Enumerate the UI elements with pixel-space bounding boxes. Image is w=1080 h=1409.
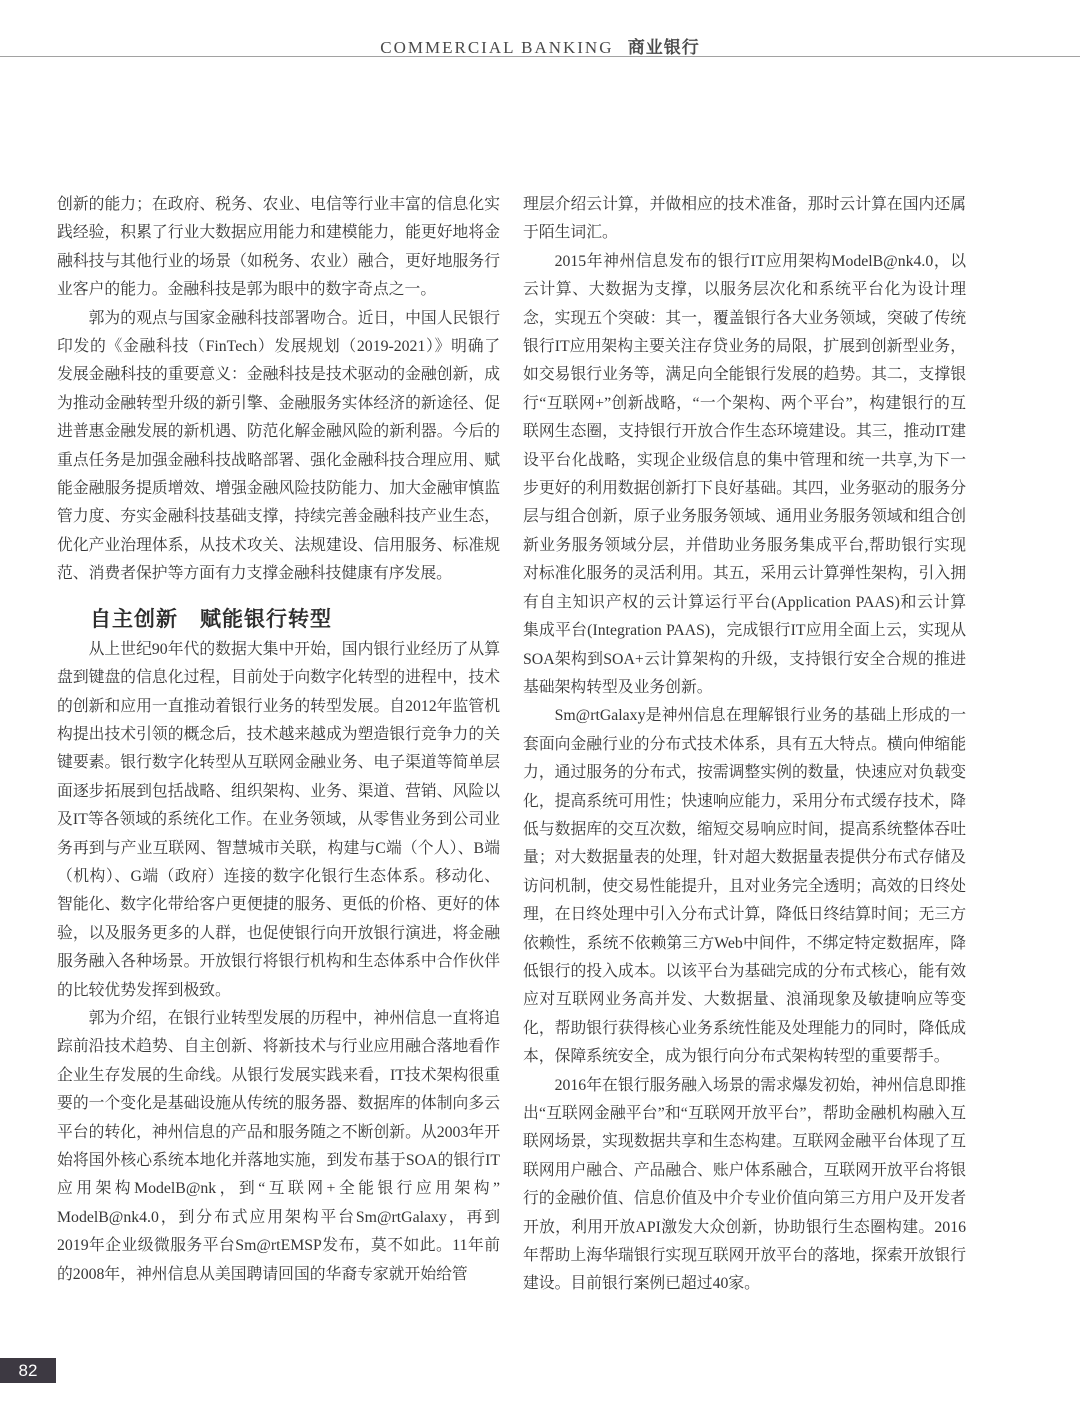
left-paragraph-2: 郭为的观点与国家金融科技部署吻合。近日，中国人民银行印发的《金融科技（FinTech）发展规划（2019-2021）》明确了发展金融科技的重要意义：金融科技是技术驱动的金融创新，成为推动金融转型升级的新引擎、金融服务实体经济的新途径、促进普惠金融发展的新机遇、防范化解金融风险的新利器。今后的重点任务是加强金融科技战略部署、强化金融科技合理应用、赋能金融服务提质增效、增强金融风险技防能力、加大金融审慎监管力度、夯实金融科技基础支撑，持续完善金融科技产业生态，优化产业治理体系，从技术攻关、法规建设、信用服务、标准规范、消费者保护等方面有力支撑金融科技健康有序发展。 [57,309,500,583]
page-title [0,33,1080,58]
page-number-badge: 82 [0,1358,56,1383]
left-paragraph-4: 郭为介绍，在银行业转型发展的历程中，神州信息一直将追踪前沿技术趋势、自主创新、将新技术与行业应用融合落地看作企业生存发展的生命线。从银行发展实践来看，IT技术架构很重要的一个变化是基础设施从传统的服务器、数据库的体制向多云平台的转化，神州信息的产品和服务随之不断创新。从2003年开始将国外核心系统本地化并落地实施，到发布基于SOA的银行IT应用架构ModelB@nk，到“互联网+全能银行应用架构”ModelB@nk4.0，到分布式应用架构平台Sm@rtGalaxy，再到2019年企业级微服务平台Sm@rtEMSP发布，莫不如此。11年前的2008年，神州信息从美国聘请回国的华裔专家就开始给管 [57,1009,500,1283]
header-title-zh: 商业银行 [627,38,700,57]
right-paragraph-1: 理层介绍云计算，并做相应的技术准备，那时云计算在国内还属于陌生词汇。 [523,196,966,242]
left-paragraph-3: 从上世纪90年代的数据大集中开始，国内银行业经历了从算盘到键盘的信息化过程，目前处于向数字化转型的进程中，技术的创新和应用一直推动着银行业务的转型发展。自2012年监管机构提出技术引领的概念后，技术越来越成为塑造银行竞争力的关键要素。银行数字化转型从互联网金融业务、电子渠道等简单层面逐步拓展到包括战略、组织架构、业务、渠道、营销、风险以及IT等各领域的系统化工作。在业务领域，从零售业务到公司业务再到与产业互联网、智慧城市关联，构建与C端（个人）、B端（机构）、G端（政府）连接的数字化银行生态体系。移动化、智能化、数字化带给客户更便捷的服务、更低的价格、更好的体验，以及服务更多的人群，也促使银行向开放银行演进，将金融服务融入各种场景。开放银行将银行机构和生态体系中合作伙伴的比较优势发挥到极致。 [57,640,500,999]
header-divider [0,56,1080,57]
right-column [523,191,966,1299]
right-paragraph-4: 2016年在银行服务融入场景的需求爆发初始，神州信息即推出“互联网金融平台”和“互联网开放平台”，帮助金融机构融入互联网场景，实现数据共享和生态构建。互联网金融平台体现了互联网用户融合、产品融合、账户体系融合，互联网开放平台将银行的金融价值、信息价值及中介专业价值向第三方用户及开发者开放，利用开放API激发大众创新，协助银行生态圈构建。2016年帮助上海华瑞银行实现互联网开放平台的落地，探索开放银行建设。目前银行案例已超过40家。 [523,1076,966,1293]
right-paragraph-3: Sm@rtGalaxy是神州信息在理解银行业务的基础上形成的一套面向金融行业的分布式技术体系，具有五大特点。横向伸缩能力，通过服务的分布式，按需调整实例的数量，快速应对负载变化，提高系统可用性；快速响应能力，采用分布式缓存技术，降低与数据库的交互次数，缩短交易响应时间，提高系统整体吞吐量；对大数据量表的处理，针对超大数据量表提供分布式存储及访问机制，使交易性能提升，且对业务完全透明；高效的日终处理，在日终处理中引入分布式计算，降低日终结算时间；无三方依赖性，系统不依赖第三方Web中间件，不绑定特定数据库，降低银行的投入成本。以该平台为基础完成的分布式核心，能有效应对互联网业务高并发、大数据量、浪涌现象及敏捷响应等变化，帮助银行获得核心业务系统性能及处理能力的同时，降低成本，保障系统安全，成为银行向分布式架构转型的重要帮手。 [523,707,966,1066]
section-heading: 自主创新 赋能银行转型 [90,606,332,631]
header-title-en: COMMERCIAL BANKING [380,38,614,57]
page-header [0,0,1080,58]
right-paragraph-2: 2015年神州信息发布的银行IT应用架构ModelB@nk4.0，以云计算、大数据为支撑，以服务层次化和系统平台化为设计理念，实现五个突破：其一，覆盖银行各大业务领域，突破了传统银行IT应用架构主要关注存贷业务的局限，扩展到创新型业务，如交易银行业务等，满足向全能银行发展的趋势。其二，支撑银行“互联网+”创新战略，“一个架构、两个平台”，构建银行的互联网生态圈，支持银行开放合作生态环境建设。其三，推动IT建设平台化战略，实现企业级信息的集中管理和统一共享,为下一步更好的利用数据创新打下良好基础。其四，业务驱动的服务分层与组合创新，原子业务服务领域、通用业务服务领域和组合创新业务服务领域分层，并借助业务服务集成平台,帮助银行实现对标准化服务的灵活利用。其五，采用云计算弹性架构，引入拥有自主知识产权的云计算运行平台(Application PAAS)和云计算集成平台(Integration PAAS)，完成银行IT应用全面上云，实现从SOA架构到SOA+云计算架构的升级，支持银行安全合规的推进基础架构转型及业务创新。 [523,252,966,696]
left-column [57,191,500,1299]
article-body [57,191,966,1299]
left-paragraph-1: 创新的能力；在政府、税务、农业、电信等行业丰富的信息化实践经验，积累了行业大数据应用能力和建模能力，能更好地将金融科技与其他行业的场景（如税务、农业）融合，更好地服务行业客户的能力。金融科技是郭为眼中的数字奇点之一。 [57,196,500,299]
